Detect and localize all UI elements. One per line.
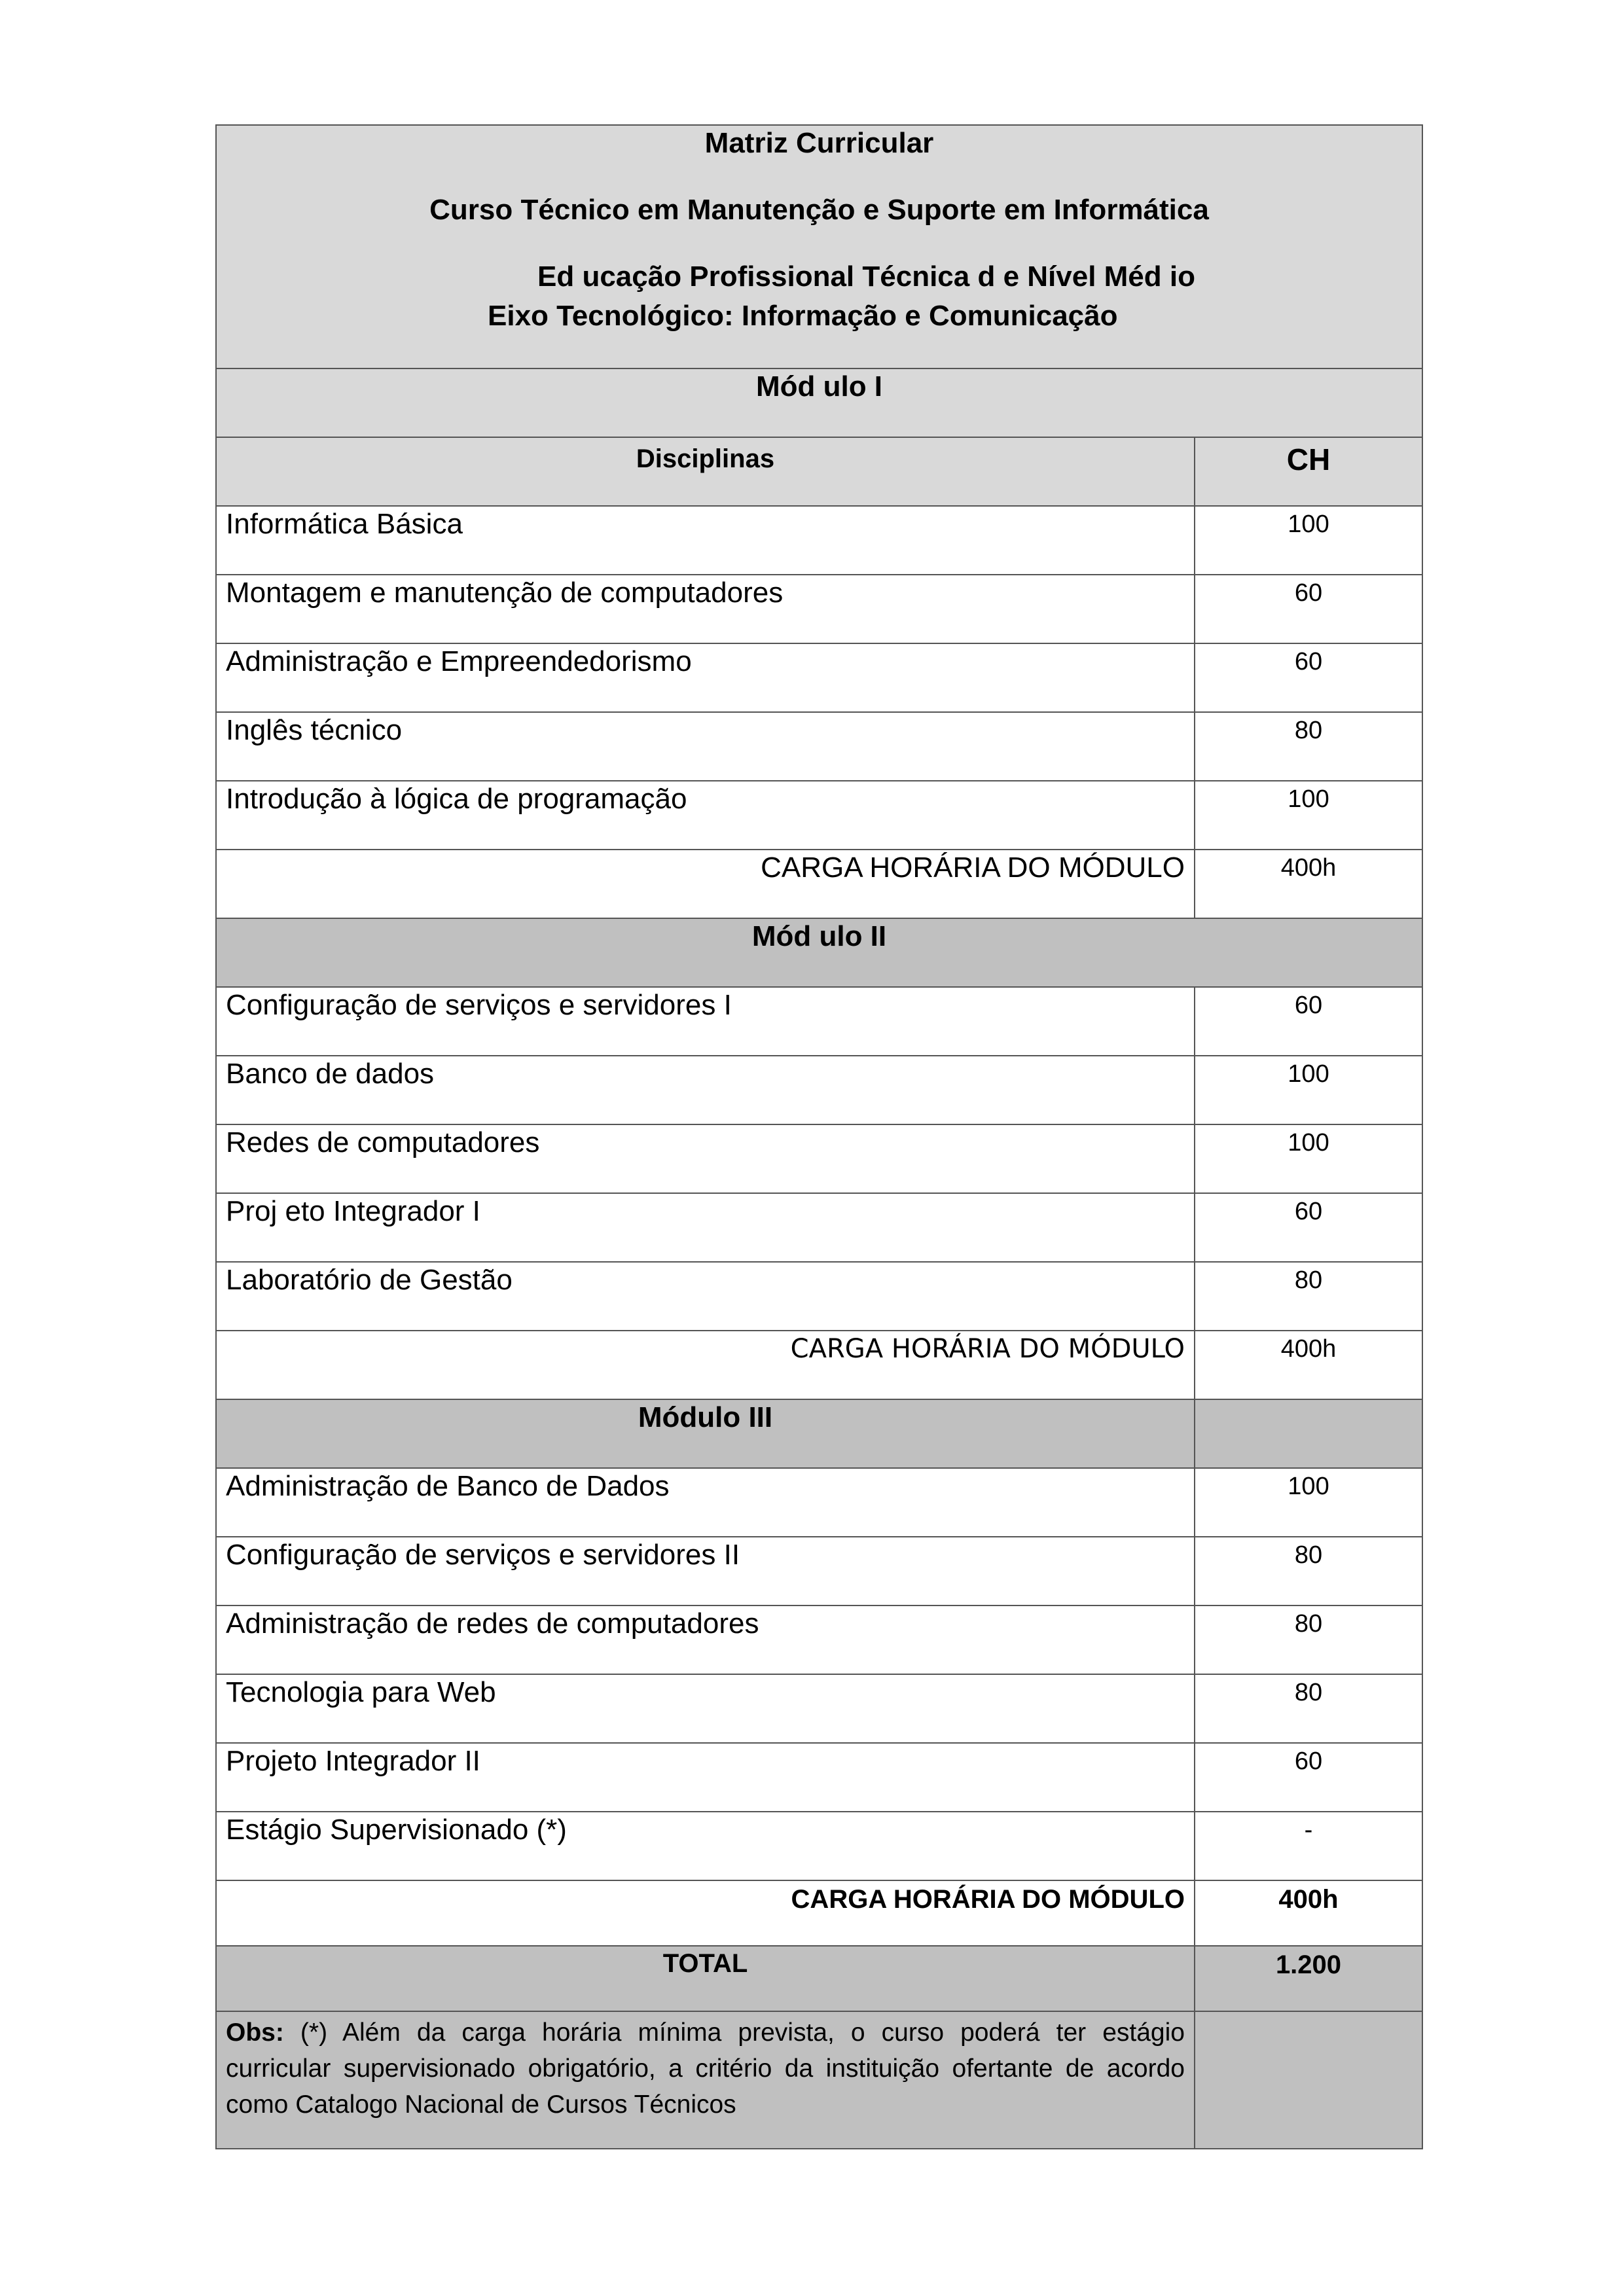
total-value: 1.200 bbox=[1275, 1950, 1342, 1979]
discipline-ch: 80 bbox=[1294, 1266, 1323, 1294]
table-row bbox=[217, 986, 1422, 1055]
column-header-disciplinas: Disciplinas bbox=[217, 438, 1195, 505]
module-sum-value: 400h bbox=[1280, 854, 1337, 882]
table-row bbox=[217, 1742, 1422, 1811]
table-row bbox=[217, 1536, 1422, 1605]
module-sum-value: 400h bbox=[1278, 1885, 1339, 1914]
discipline-name: Banco de dados bbox=[217, 1056, 1195, 1124]
obs-empty-cell bbox=[1195, 2012, 1422, 2148]
discipline-ch: 80 bbox=[1294, 1679, 1323, 1706]
discipline-ch: 60 bbox=[1294, 1748, 1323, 1775]
discipline-name: Estágio Supervisionado (*) bbox=[217, 1812, 1195, 1880]
discipline-name: Administração de Banco de Dados bbox=[217, 1469, 1195, 1536]
total-row bbox=[217, 1945, 1422, 2011]
table-row bbox=[217, 1674, 1422, 1742]
module-3-title-empty-cell bbox=[1195, 1400, 1422, 1467]
module-3-sum-row bbox=[217, 1880, 1422, 1945]
discipline-ch: 100 bbox=[1288, 1129, 1329, 1157]
table-row bbox=[217, 1467, 1422, 1536]
obs-note bbox=[217, 2012, 1195, 2148]
module-1-title: Mód ulo I bbox=[755, 370, 883, 403]
discipline-ch: 100 bbox=[1288, 785, 1329, 813]
column-header-ch: CH bbox=[1286, 442, 1331, 476]
total-label: TOTAL bbox=[217, 1946, 1195, 2011]
discipline-ch: 80 bbox=[1294, 1610, 1323, 1638]
header-title: Matriz Curricular bbox=[704, 127, 934, 159]
discipline-name: Montagem e manutenção de computadores bbox=[217, 575, 1195, 643]
discipline-name: Informática Básica bbox=[217, 507, 1195, 574]
module-1-sum-row bbox=[217, 849, 1422, 918]
discipline-ch: - bbox=[1304, 1816, 1313, 1844]
header-course: Curso Técnico em Manutenção e Suporte em Informática bbox=[429, 194, 1209, 226]
curriculum-table bbox=[215, 124, 1423, 2149]
module-sum-label: CARGA HORÁRIA DO MÓDULO bbox=[217, 1881, 1195, 1945]
discipline-name: Tecnologia para Web bbox=[217, 1675, 1195, 1742]
discipline-ch: 100 bbox=[1288, 1473, 1329, 1500]
discipline-name: Redes de computadores bbox=[217, 1125, 1195, 1193]
module-3-title: Módulo III bbox=[217, 1400, 1195, 1467]
discipline-name: Administração e Empreendedorismo bbox=[217, 644, 1195, 711]
table-row bbox=[217, 505, 1422, 574]
module-2-title-row bbox=[217, 918, 1422, 986]
discipline-name: Inglês técnico bbox=[217, 713, 1195, 780]
module-2-sum-row bbox=[217, 1330, 1422, 1399]
obs-label: Obs: bbox=[226, 2018, 284, 2047]
module-sum-value: 400h bbox=[1280, 1335, 1337, 1363]
module-sum-label: CARGA HORÁRIA DO MÓDULO bbox=[217, 850, 1195, 918]
module-1-title-row bbox=[217, 368, 1422, 437]
header-axis: Eixo Tecnológico: Informação e Comunicação bbox=[488, 300, 1118, 332]
discipline-name: Laboratório de Gestão bbox=[217, 1263, 1195, 1330]
table-row bbox=[217, 711, 1422, 780]
table-row bbox=[217, 1605, 1422, 1674]
header-education-type: Ed ucação Profissional Técnica d e Nível Méd io bbox=[537, 260, 1195, 293]
table-row bbox=[217, 574, 1422, 643]
obs-row bbox=[217, 2011, 1422, 2148]
discipline-name: Projeto Integrador II bbox=[217, 1744, 1195, 1811]
discipline-ch: 100 bbox=[1288, 1060, 1329, 1088]
discipline-ch: 60 bbox=[1294, 992, 1323, 1019]
discipline-name: Configuração de serviços e servidores I bbox=[217, 988, 1195, 1055]
column-header-row bbox=[217, 437, 1422, 505]
table-header bbox=[217, 126, 1422, 368]
discipline-name: Introdução à lógica de programação bbox=[217, 781, 1195, 849]
discipline-ch: 60 bbox=[1294, 579, 1323, 607]
discipline-ch: 80 bbox=[1294, 717, 1323, 744]
discipline-ch: 80 bbox=[1294, 1541, 1323, 1569]
table-row bbox=[217, 1193, 1422, 1261]
discipline-ch: 60 bbox=[1294, 1198, 1323, 1225]
discipline-ch: 100 bbox=[1288, 511, 1329, 538]
discipline-name: Proj eto Integrador I bbox=[217, 1194, 1195, 1261]
discipline-ch: 60 bbox=[1294, 648, 1323, 675]
table-row bbox=[217, 1811, 1422, 1880]
table-row bbox=[217, 643, 1422, 711]
module-3-title-row bbox=[217, 1399, 1422, 1467]
discipline-name: Configuração de serviços e servidores II bbox=[217, 1537, 1195, 1605]
table-row bbox=[217, 1261, 1422, 1330]
obs-text: (*) Além da carga horária mínima prevista, o curso poderá ter estágio curricular supervisionado obrigatório, a critério da instituição ofertante de acordo como Catalogo Nacional de Cursos Técnicos bbox=[226, 2018, 1185, 2119]
table-row bbox=[217, 1055, 1422, 1124]
table-row bbox=[217, 780, 1422, 849]
module-sum-label: CARGA HORÁRIA DO MÓDULO bbox=[217, 1331, 1195, 1399]
discipline-name: Administração de redes de computadores bbox=[217, 1606, 1195, 1674]
table-row bbox=[217, 1124, 1422, 1193]
module-2-title: Mód ulo II bbox=[751, 920, 887, 952]
